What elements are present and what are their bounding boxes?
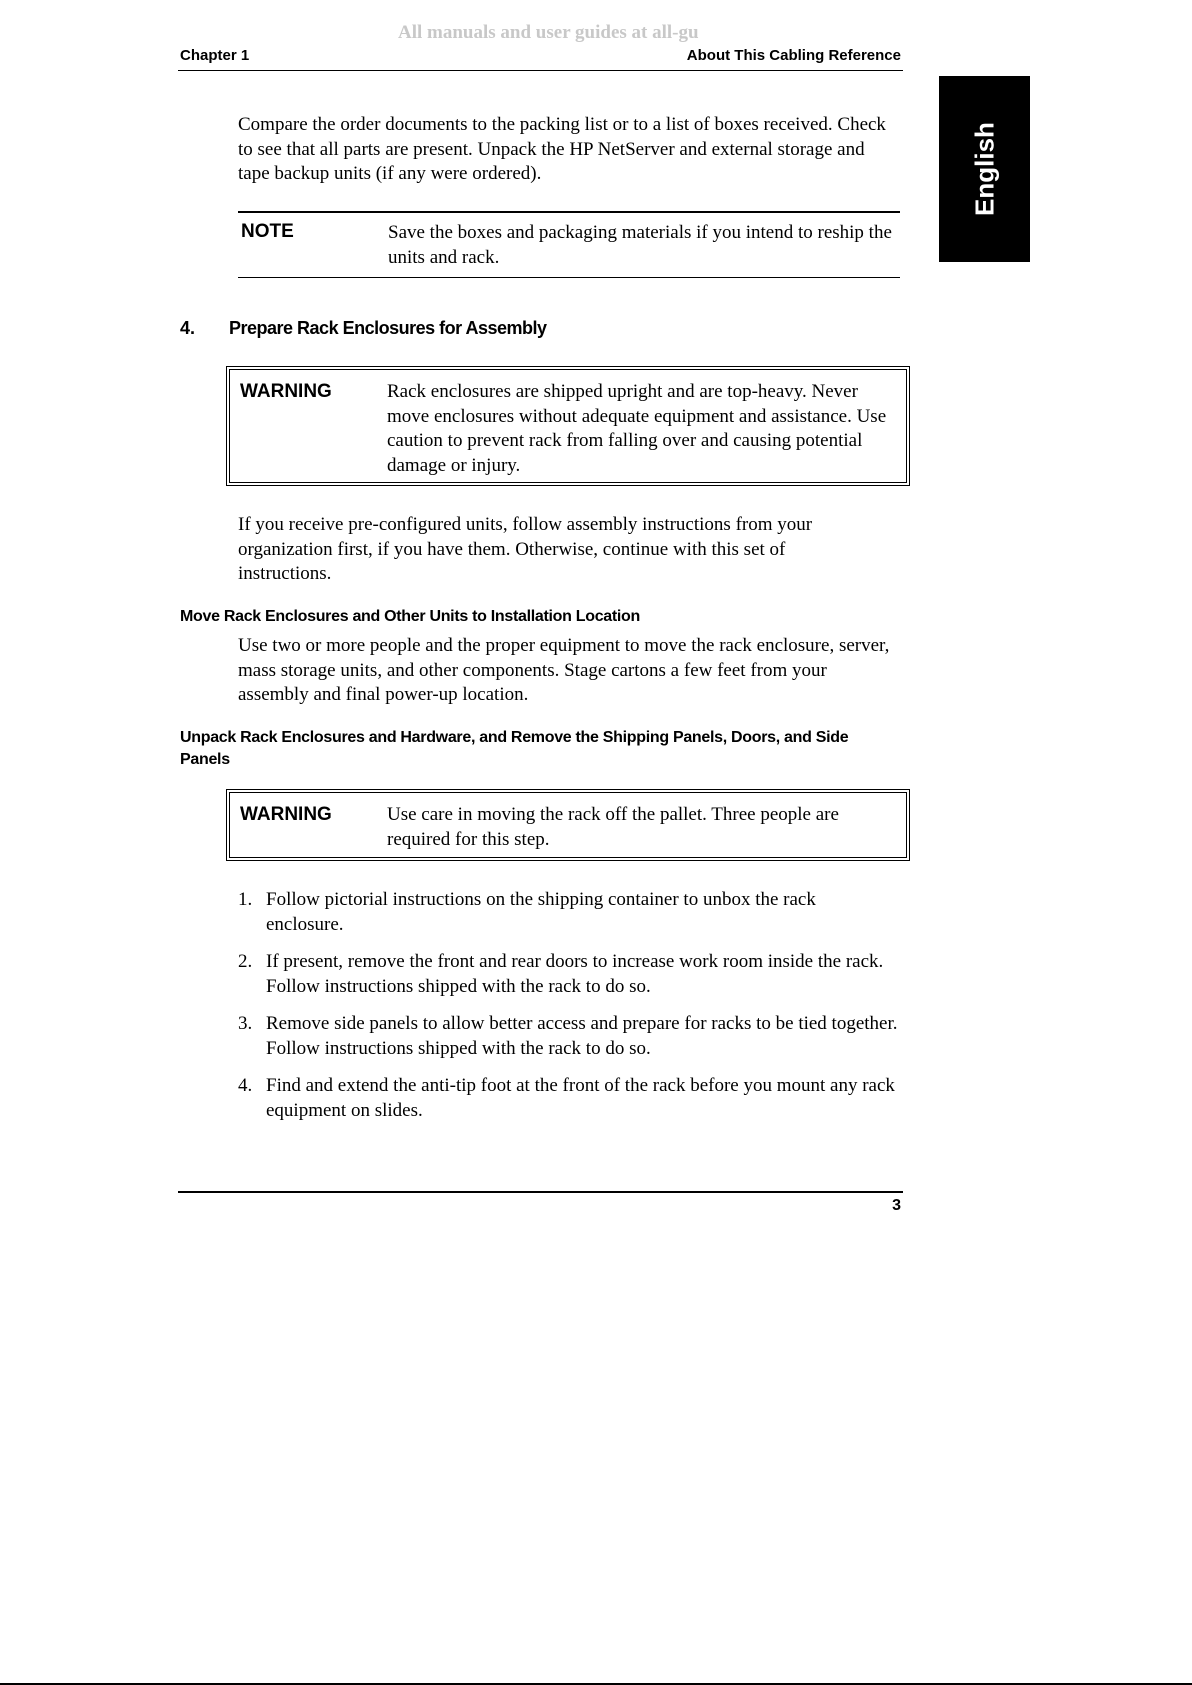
warning-text-2: Use care in moving the rack off the pallet. Three people are required for this step. (387, 804, 839, 850)
list-item (238, 1074, 898, 1123)
warning-box-2 (226, 789, 910, 861)
warning-label-1: WARNING (240, 381, 332, 402)
step-text: Find and extend the anti-tip foot at the front of the rack before you mount any rack equipment on slides. (266, 1075, 895, 1121)
note-text: Save the boxes and packaging materials if you intend to reship the units and rack. (388, 222, 892, 268)
subsection-title-2: Unpack Rack Enclosures and Hardware, and Remove the Shipping Panels, Doors, and Side Panels (180, 729, 849, 768)
list-item (238, 888, 898, 937)
step-number: 1. (238, 889, 253, 910)
header-chapter: Chapter 1 (180, 47, 250, 64)
steps-list (238, 888, 898, 1136)
list-item (238, 1012, 898, 1061)
step-text: Remove side panels to allow better access and prepare for racks to be tied together. Follow instructions shipped with the rack to do so. (266, 1013, 898, 1059)
section-number: 4. (180, 318, 196, 338)
note-box (238, 211, 900, 278)
step-text: Follow pictorial instructions on the shipping container to unbox the rack enclosure. (266, 889, 816, 935)
preconfig-paragraph: If you receive pre-configured units, follow assembly instructions from your organization first, if you have them. Otherwise, continue with this set of instructions. (238, 514, 813, 584)
warning-box-1 (226, 366, 910, 486)
warning-label-2: WARNING (240, 804, 332, 825)
note-label: NOTE (241, 221, 294, 242)
step-number: 4. (238, 1075, 253, 1096)
intro-paragraph: Compare the order documents to the packing list or to a list of boxes received. Check to see that all parts are present. Unpack the HP NetServer and external storage and tape backup units (if any were ordered). (238, 114, 886, 184)
footer-rule (178, 1191, 903, 1193)
header-rule (178, 70, 903, 71)
language-tab (939, 76, 1030, 262)
header-title: About This Cabling Reference (686, 47, 901, 64)
subsection-title-1: Move Rack Enclosures and Other Units to Installation Location (180, 608, 641, 625)
list-item (238, 950, 898, 999)
section-title: Prepare Rack Enclosures for Assembly (229, 318, 547, 338)
step-text: If present, remove the front and rear doors to increase work room inside the rack. Follow instructions shipped with the rack to do so. (266, 951, 884, 997)
language-tab-label: English (969, 122, 999, 216)
watermark: All manuals and user guides at all-gu (398, 22, 699, 43)
step-number: 3. (238, 1013, 253, 1034)
step-number: 2. (238, 951, 253, 972)
subsection-text-1: Use two or more people and the proper equipment to move the rack enclosure, server, mass storage units, and other components. Stage cartons a few feet from your assembly and final power-up location. (238, 635, 890, 705)
page-number: 3 (892, 1197, 901, 1214)
warning-text-1: Rack enclosures are shipped upright and are top-heavy. Never move enclosures without adequate equipment and assistance. Use caution to prevent rack from falling over and causing potential damage or injury. (387, 381, 887, 476)
